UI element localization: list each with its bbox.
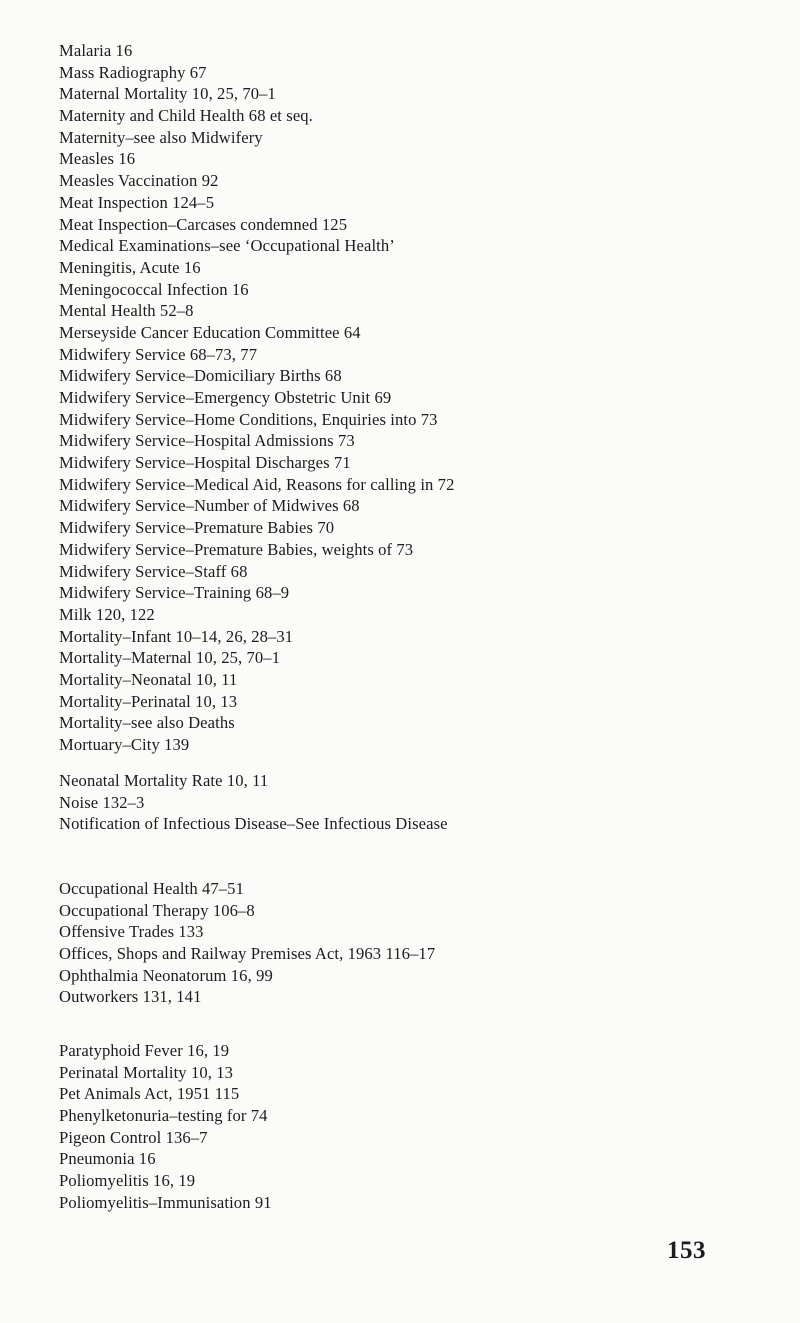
index-group-n (59, 770, 448, 835)
index-group-o (59, 878, 435, 1008)
index-entry: Offices, Shops and Railway Premises Act, 1963 116–17 (59, 944, 436, 964)
index-entry: Mortality–Perinatal 10, 13 (59, 691, 238, 711)
index-entry: Measles Vaccination 92 (59, 171, 219, 191)
index-entry: Midwifery Service–Staff 68 (59, 561, 248, 581)
index-entry: Occupational Health 47–51 (59, 879, 244, 898)
index-entry: Midwifery Service–Medical Aid, Reasons for calling in 72 (59, 474, 455, 494)
index-entry: Midwifery Service–Hospital Admissions 73 (59, 431, 355, 451)
index-entry: Mortality–see also Deaths (59, 713, 235, 733)
index-group-p (59, 1040, 272, 1214)
index-entry: Mass Radiography 67 (59, 62, 207, 82)
index-entry: Maternity–see also Midwifery (59, 127, 263, 147)
index-entry: Merseyside Cancer Education Committee 64 (59, 322, 361, 342)
index-entry: Meningococcal Infection 16 (59, 279, 249, 299)
index-entry: Paratyphoid Fever 16, 19 (59, 1041, 230, 1060)
index-entry: Offensive Trades 133 (59, 922, 204, 942)
index-group-m (59, 40, 454, 756)
index-entry: Midwifery Service–Hospital Discharges 71 (59, 453, 351, 473)
index-entry: Mortuary–City 139 (59, 735, 190, 754)
index-entry: Meningitis, Acute 16 (59, 257, 201, 277)
index-entry: Maternal Mortality 10, 25, 70–1 (59, 84, 276, 104)
index-entry: Measles 16 (59, 149, 136, 169)
index-entry: Midwifery Service–Emergency Obstetric Unit 69 (59, 388, 392, 407)
index-entry: Occupational Therapy 106–8 (59, 900, 255, 920)
index-entry: Midwifery Service–Premature Babies 70 (59, 518, 335, 538)
index-entry: Mortality–Neonatal 10, 11 (59, 669, 238, 689)
index-entry: Notification of Infectious Disease–See Infectious Disease (59, 814, 448, 834)
index-entry: Midwifery Service–Training 68–9 (59, 583, 290, 603)
index-entry: Mental Health 52–8 (59, 301, 194, 321)
index-entry: Meat Inspection–Carcases condemned 125 (59, 214, 348, 234)
index-entry: Pigeon Control 136–7 (59, 1127, 208, 1147)
index-entry: Neonatal Mortality Rate 10, 11 (59, 771, 269, 790)
index-entry: Noise 132–3 (59, 792, 145, 812)
index-entry: Midwifery Service 68–73, 77 (59, 344, 258, 364)
index-entry: Meat Inspection 124–5 (59, 192, 215, 212)
index-entry: Poliomyelitis 16, 19 (59, 1171, 196, 1191)
index-entry: Malaria 16 (59, 41, 133, 60)
index-entry: Midwifery Service–Number of Midwives 68 (59, 496, 360, 516)
page-number: 153 (667, 1237, 706, 1264)
index-entry: Midwifery Service–Domiciliary Births 68 (59, 366, 342, 386)
index-entry: Perinatal Mortality 10, 13 (59, 1062, 234, 1082)
index-entry: Maternity and Child Health 68 et seq. (59, 106, 313, 126)
index-entry: Ophthalmia Neonatorum 16, 99 (59, 965, 273, 985)
index-entry: Mortality–Infant 10–14, 26, 28–31 (59, 626, 294, 646)
index-entry: Milk 120, 122 (59, 604, 155, 624)
index-entry: Poliomyelitis–Immunisation 91 (59, 1192, 272, 1212)
index-entry: Phenylketonuria–testing for 74 (59, 1106, 268, 1126)
index-entry: Midwifery Service–Home Conditions, Enquiries into 73 (59, 409, 438, 429)
index-entry: Pet Animals Act, 1951 115 (59, 1084, 240, 1104)
index-entry: Outworkers 131, 141 (59, 987, 202, 1007)
index-entry: Midwifery Service–Premature Babies, weights of 73 (59, 539, 414, 559)
index-entry: Pneumonia 16 (59, 1149, 156, 1169)
index-entry: Mortality–Maternal 10, 25, 70–1 (59, 648, 281, 668)
index-entry: Medical Examinations–see ‘Occupational Health’ (59, 236, 395, 256)
